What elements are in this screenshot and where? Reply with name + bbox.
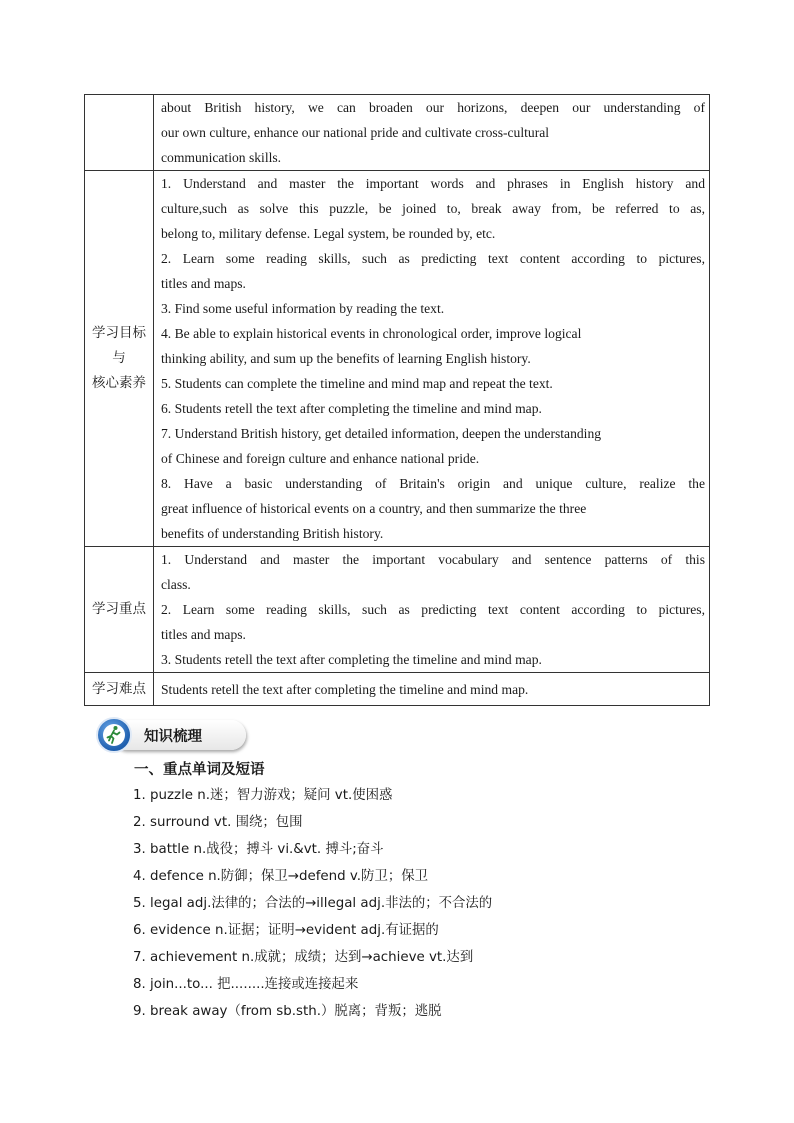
list-item: 5. legal adj.法律的；合法的→illegal adj.非法的；不合法的	[133, 896, 493, 911]
row-label	[85, 547, 154, 673]
content-line: 3. Find some useful information by reading the text.	[161, 301, 445, 316]
list-item: 3. battle n.战役；搏斗 vi.&vt. 搏斗;奋斗	[133, 842, 384, 857]
row-label	[85, 171, 154, 547]
row-content	[154, 547, 710, 673]
content-line: of Chinese and foreign culture and enhance national pride.	[161, 451, 480, 466]
content-line: thinking ability, and sum up the benefits of learning English history.	[161, 351, 531, 366]
vocabulary-list	[133, 782, 492, 1025]
label-line: 与	[112, 350, 126, 366]
list-item: 6. evidence n.证据；证明→evident adj.有证据的	[133, 923, 439, 938]
section-banner	[96, 717, 248, 753]
running-figure-icon	[98, 719, 130, 751]
content-line: benefits of understanding British history.	[161, 526, 384, 541]
banner-badge	[96, 717, 132, 753]
table-row	[85, 171, 710, 547]
content-line: 1. Understand and master the important vocabulary and sentence patterns of this	[161, 552, 705, 567]
content-line: communication skills.	[161, 150, 282, 165]
row-label	[85, 673, 154, 706]
label-line: 学习目标	[92, 325, 146, 341]
label-line: 学习重点	[92, 601, 146, 617]
content-line: 7. Understand British history, get detailed information, deepen the understanding	[161, 426, 602, 441]
content-line: belong to, military defense. Legal system, be rounded by, etc.	[161, 226, 496, 241]
list-item: 1. puzzle n.迷；智力游戏；疑问 vt.使困惑	[133, 788, 393, 803]
table-row	[85, 95, 710, 171]
list-item: 8. join...to... 把........连接或连接起来	[133, 977, 359, 992]
row-content	[154, 95, 710, 171]
label-line: 核心素养	[92, 375, 146, 391]
label-line: 学习难点	[92, 680, 146, 697]
content-line: great influence of historical events on a country, and then summarize the three	[161, 501, 587, 516]
content-line: titles and maps.	[161, 627, 246, 642]
content-line: our own culture, enhance our national pride and cultivate cross-cultural	[161, 125, 550, 140]
list-item: 7. achievement n.成就；成绩；达到→achieve vt.达到	[133, 950, 474, 965]
content-line: 4. Be able to explain historical events in chronological order, improve logical	[161, 326, 582, 341]
row-content	[154, 673, 710, 706]
content-line: 2. Learn some reading skills, such as predicting text content according to pictures,	[161, 251, 705, 266]
table-row	[85, 547, 710, 673]
content-line: class.	[161, 577, 191, 592]
content-line: 1. Understand and master the important words and phrases in English history and	[161, 176, 705, 191]
content-line: about British history, we can broaden our horizons, deepen our understanding of	[161, 100, 705, 115]
list-item: 2. surround vt. 围绕；包围	[133, 815, 303, 830]
content-line: titles and maps.	[161, 276, 246, 291]
row-label	[85, 95, 154, 171]
banner-title: 知识梳理	[144, 729, 202, 745]
learning-objectives-table	[84, 94, 710, 706]
content-line: Students retell the text after completing the timeline and mind map.	[161, 681, 529, 697]
list-item: 4. defence n.防御；保卫→defend v.防卫；保卫	[133, 869, 429, 884]
content-line: 5. Students can complete the timeline and mind map and repeat the text.	[161, 376, 553, 391]
content-line: 2. Learn some reading skills, such as predicting text content according to pictures,	[161, 602, 705, 617]
content-line: 8. Have a basic understanding of Britain's origin and unique culture, realize the	[161, 476, 705, 491]
list-item: 9. break away（from sb.sth.）脱离；背叛；逃脱	[133, 1004, 442, 1019]
content-line: 3. Students retell the text after completing the timeline and mind map.	[161, 652, 542, 667]
table-row	[85, 673, 710, 706]
section-heading: 一、重点单词及短语	[134, 762, 265, 778]
row-content	[154, 171, 710, 547]
content-line: culture,such as solve this puzzle, be joined to, break away from, be referred to as,	[161, 201, 705, 216]
content-line: 6. Students retell the text after completing the timeline and mind map.	[161, 401, 542, 416]
